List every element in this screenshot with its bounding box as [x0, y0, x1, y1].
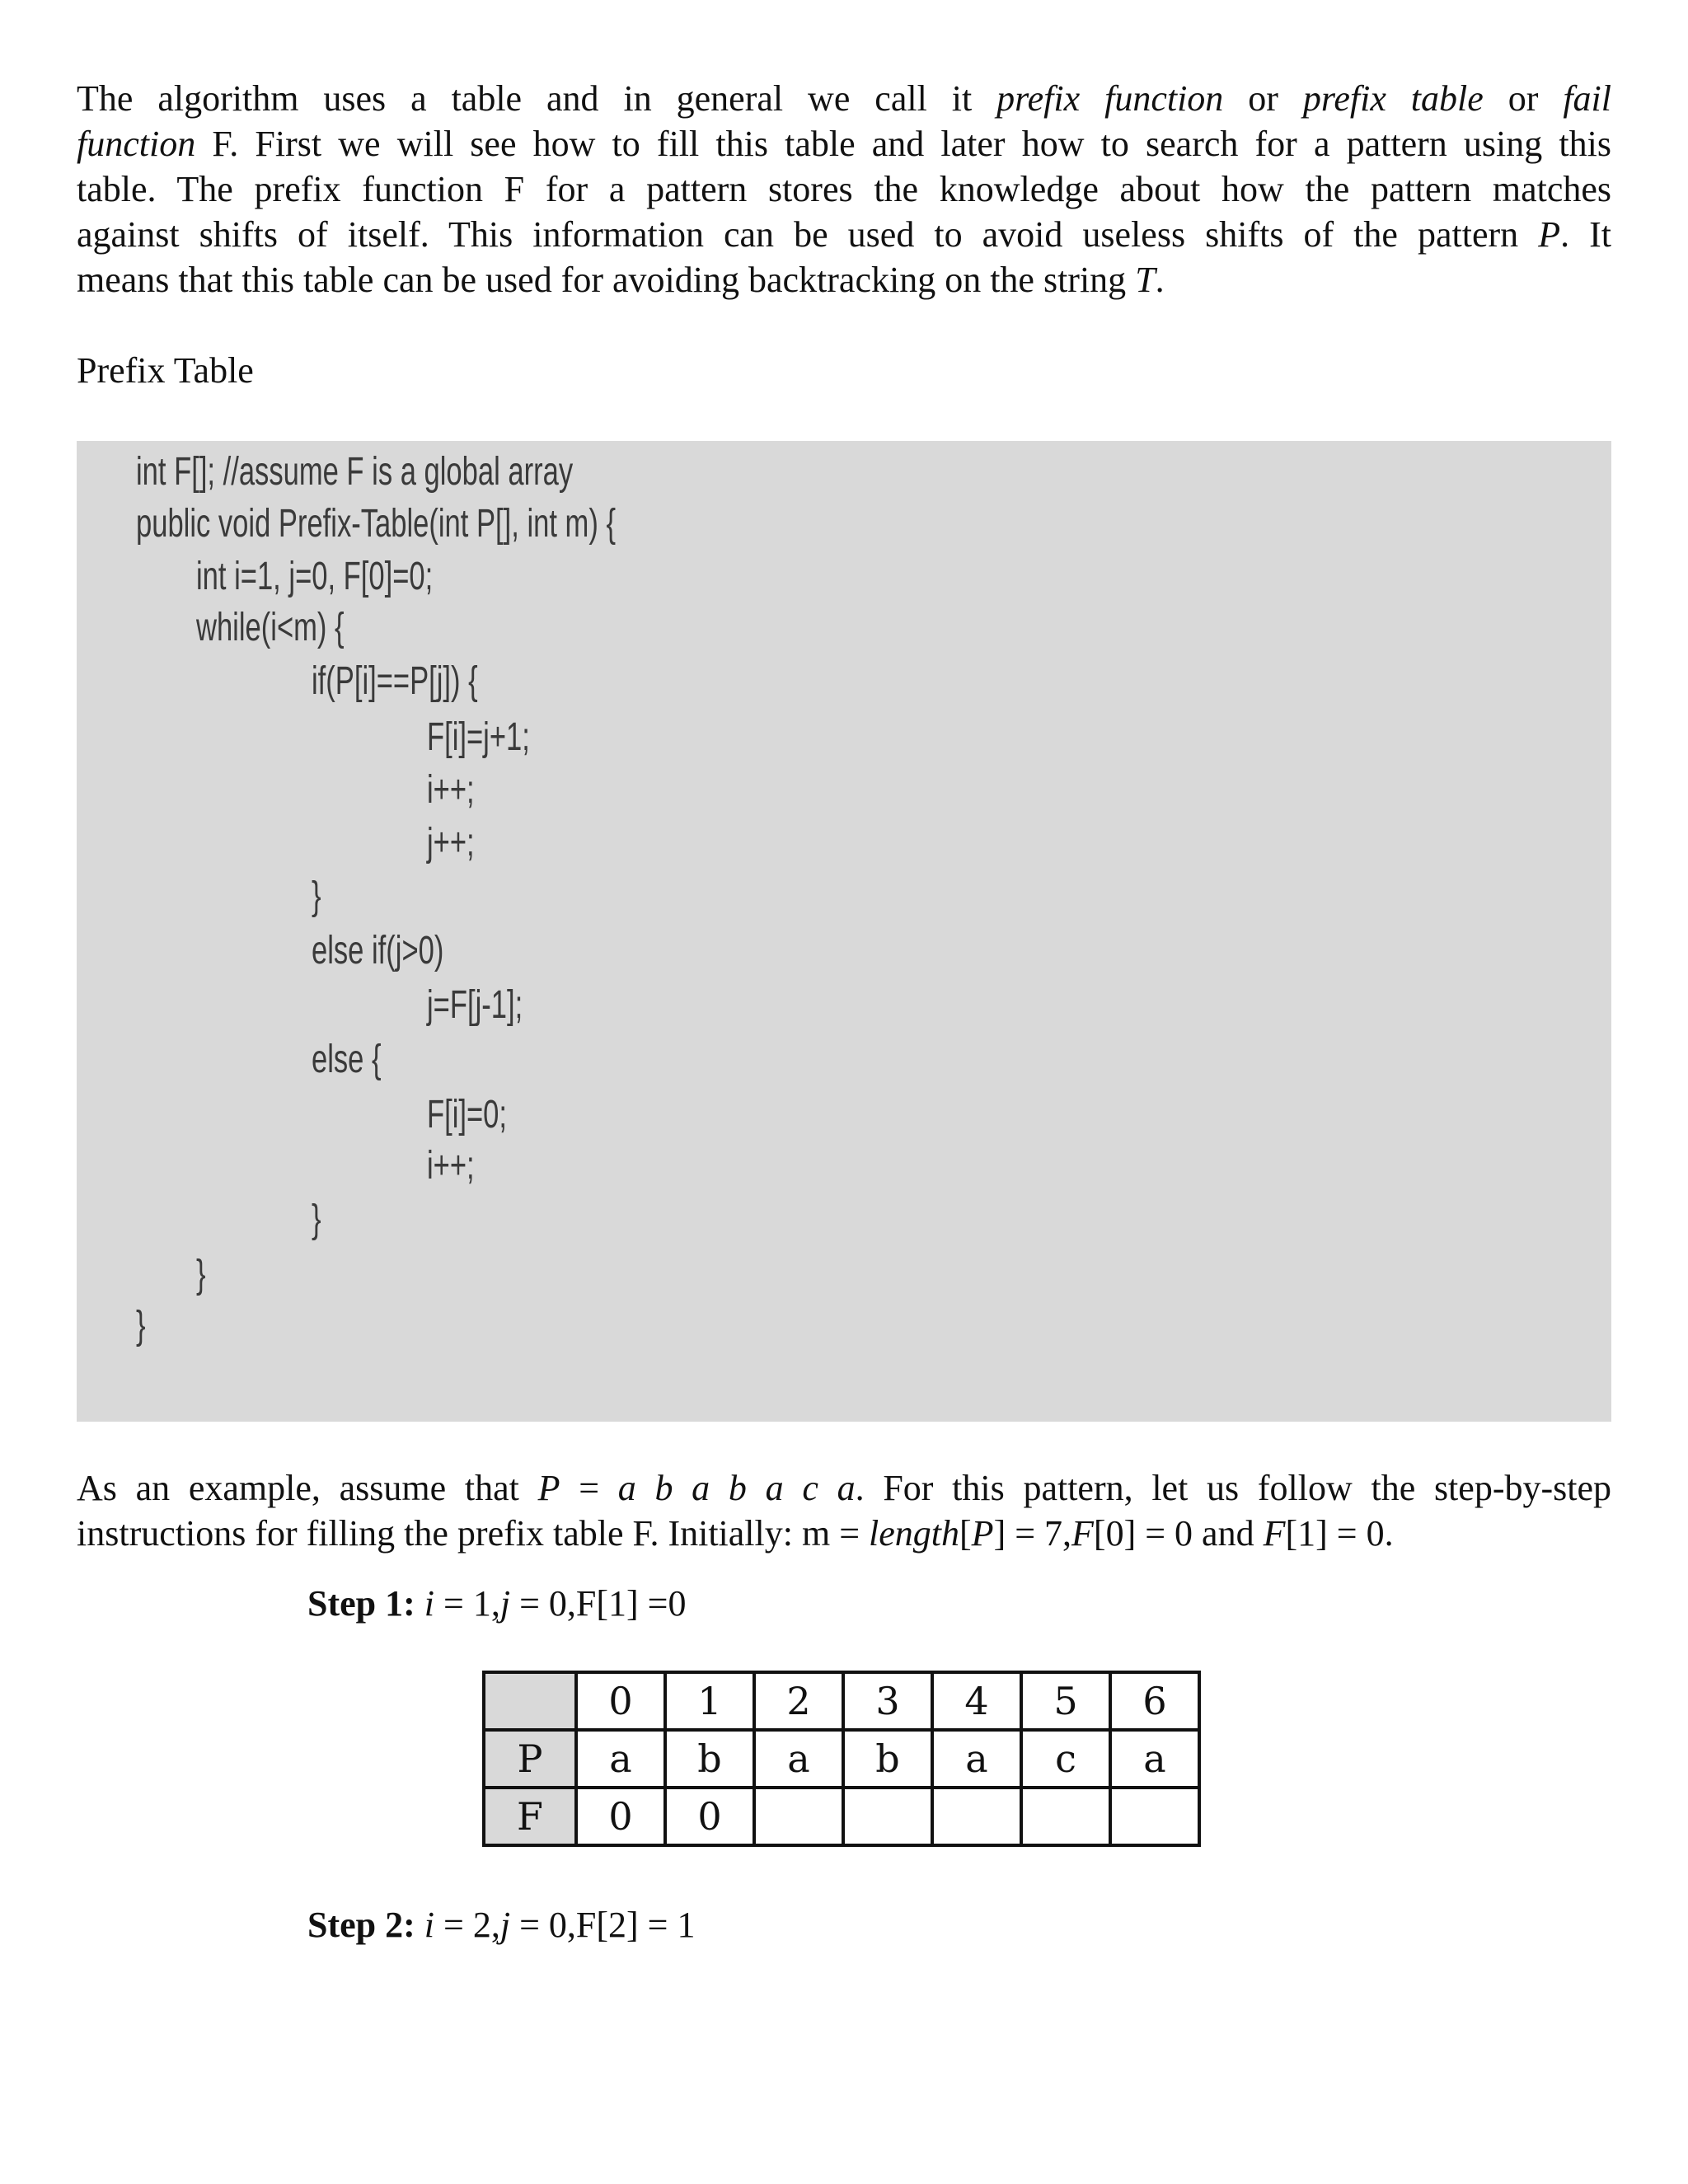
- text-run: [: [959, 1513, 972, 1554]
- text-run: P: [1538, 214, 1561, 255]
- text-line: [77, 121, 1611, 166]
- table-cell: c: [1021, 1730, 1110, 1788]
- code-line: int F[]; //assume F is a global array: [136, 450, 574, 494]
- text-run: instructions for filling the prefix table F. Initially: m =: [77, 1513, 870, 1554]
- text-run: = 0,F[1] =0: [510, 1583, 687, 1624]
- text-run: [415, 1905, 424, 1945]
- row-label-cell: F: [484, 1788, 576, 1845]
- table-cell: 3: [843, 1672, 932, 1730]
- code-line: else {: [312, 1038, 382, 1081]
- text-run: P: [537, 1468, 560, 1508]
- text-run: F. First we will see how to fill this table and later how to search for a pattern using this: [195, 124, 1611, 164]
- text-run: prefix function: [996, 78, 1224, 119]
- section-heading: Prefix Table: [77, 350, 254, 391]
- table-row: [484, 1730, 1199, 1788]
- text-run: [415, 1583, 424, 1624]
- table-cell: [754, 1788, 843, 1845]
- text-run: . For this pattern, let us follow the step-by-step: [855, 1468, 1611, 1508]
- text-run: = 2,: [434, 1905, 500, 1945]
- text-line: [77, 257, 1611, 302]
- text-run: =: [560, 1468, 618, 1508]
- intro-paragraph: [77, 76, 1611, 302]
- text-run: or: [1483, 78, 1564, 119]
- code-listing: [77, 441, 1611, 1422]
- table-cell: 2: [754, 1672, 843, 1730]
- table-cell: 0: [665, 1788, 754, 1845]
- table-cell: 0: [576, 1788, 665, 1845]
- text-run: .: [1155, 260, 1165, 300]
- table-cell: a: [754, 1730, 843, 1788]
- table-cell: [932, 1788, 1021, 1845]
- text-run: a b a b a c a: [617, 1468, 856, 1508]
- table-cell: [1021, 1788, 1110, 1845]
- text-run: or: [1223, 78, 1303, 119]
- table-cell: 0: [576, 1672, 665, 1730]
- row-label-cell: [484, 1672, 576, 1730]
- text-run: = 0,F[2] = 1: [510, 1905, 696, 1945]
- code-line: i++;: [427, 768, 475, 812]
- code-line: F[i]=0;: [427, 1093, 507, 1137]
- text-run: against shifts of itself. This information can be used to avoid useless shifts of the pattern: [77, 214, 1539, 255]
- code-line: }: [312, 1197, 321, 1241]
- prefix-table: [482, 1671, 1201, 1847]
- table-cell: a: [1110, 1730, 1199, 1788]
- table-cell: 5: [1021, 1672, 1110, 1730]
- code-line: i++;: [427, 1144, 475, 1188]
- text-run: As an example, assume that: [77, 1468, 538, 1508]
- text-run: length: [869, 1513, 960, 1554]
- text-run: function: [77, 124, 196, 164]
- text-run: i: [424, 1583, 435, 1624]
- text-run: fail: [1563, 78, 1612, 119]
- text-run: table. The prefix function F for a pattern stores the knowledge about how the pattern matches: [77, 169, 1611, 209]
- text-run: P: [971, 1513, 994, 1554]
- text-run: ] = 7,: [993, 1513, 1072, 1554]
- table-cell: 1: [665, 1672, 754, 1730]
- text-run: [1] = 0.: [1285, 1513, 1394, 1554]
- table-cell: b: [665, 1730, 754, 1788]
- table-cell: [1110, 1788, 1199, 1845]
- step-1: [307, 1581, 686, 1626]
- code-line: if(P[i]==P[j]) {: [312, 659, 478, 703]
- example-paragraph: [77, 1465, 1611, 1556]
- table-cell: 4: [932, 1672, 1021, 1730]
- text-line: [77, 1465, 1611, 1511]
- text-run: prefix table: [1302, 78, 1484, 119]
- text-run: [0] = 0 and: [1093, 1513, 1264, 1554]
- code-line: while(i<m) {: [196, 606, 345, 649]
- text-run: j: [499, 1905, 511, 1945]
- code-line: j=F[j-1];: [427, 983, 523, 1027]
- code-line: }: [136, 1304, 146, 1347]
- code-line: int i=1, j=0, F[0]=0;: [196, 555, 434, 598]
- table-cell: b: [843, 1730, 932, 1788]
- text-run: F: [1263, 1513, 1286, 1554]
- text-line: [77, 1511, 1611, 1556]
- table-header-row: [484, 1672, 1199, 1730]
- text-line: [77, 76, 1611, 121]
- code-line: }: [312, 874, 321, 918]
- table-cell: a: [576, 1730, 665, 1788]
- row-label-cell: P: [484, 1730, 576, 1788]
- code-block: [77, 441, 1611, 1422]
- table-row: [484, 1788, 1199, 1845]
- step-label: Step 2:: [307, 1905, 415, 1945]
- text-run: . It: [1560, 214, 1611, 255]
- text-run: means that this table can be used for avoiding backtracking on the string: [77, 260, 1136, 300]
- table-cell: 6: [1110, 1672, 1199, 1730]
- text-line: [77, 212, 1611, 257]
- step-label: Step 1:: [307, 1583, 415, 1624]
- code-line: F[i]=j+1;: [427, 715, 530, 759]
- text-run: The algorithm uses a table and in general we call it: [77, 78, 997, 119]
- table-cell: [843, 1788, 932, 1845]
- text-run: j: [499, 1583, 511, 1624]
- text-run: F: [1071, 1513, 1094, 1554]
- code-line: j++;: [427, 821, 475, 865]
- text-run: i: [424, 1905, 435, 1945]
- text-line: [77, 166, 1611, 212]
- code-line: else if(j>0): [312, 929, 444, 972]
- step-2: [307, 1902, 695, 1947]
- code-line: }: [196, 1253, 206, 1296]
- table-cell: a: [932, 1730, 1021, 1788]
- code-line: public void Prefix-Table(int P[], int m) {: [136, 502, 616, 546]
- text-run: T: [1135, 260, 1156, 300]
- text-run: = 1,: [434, 1583, 500, 1624]
